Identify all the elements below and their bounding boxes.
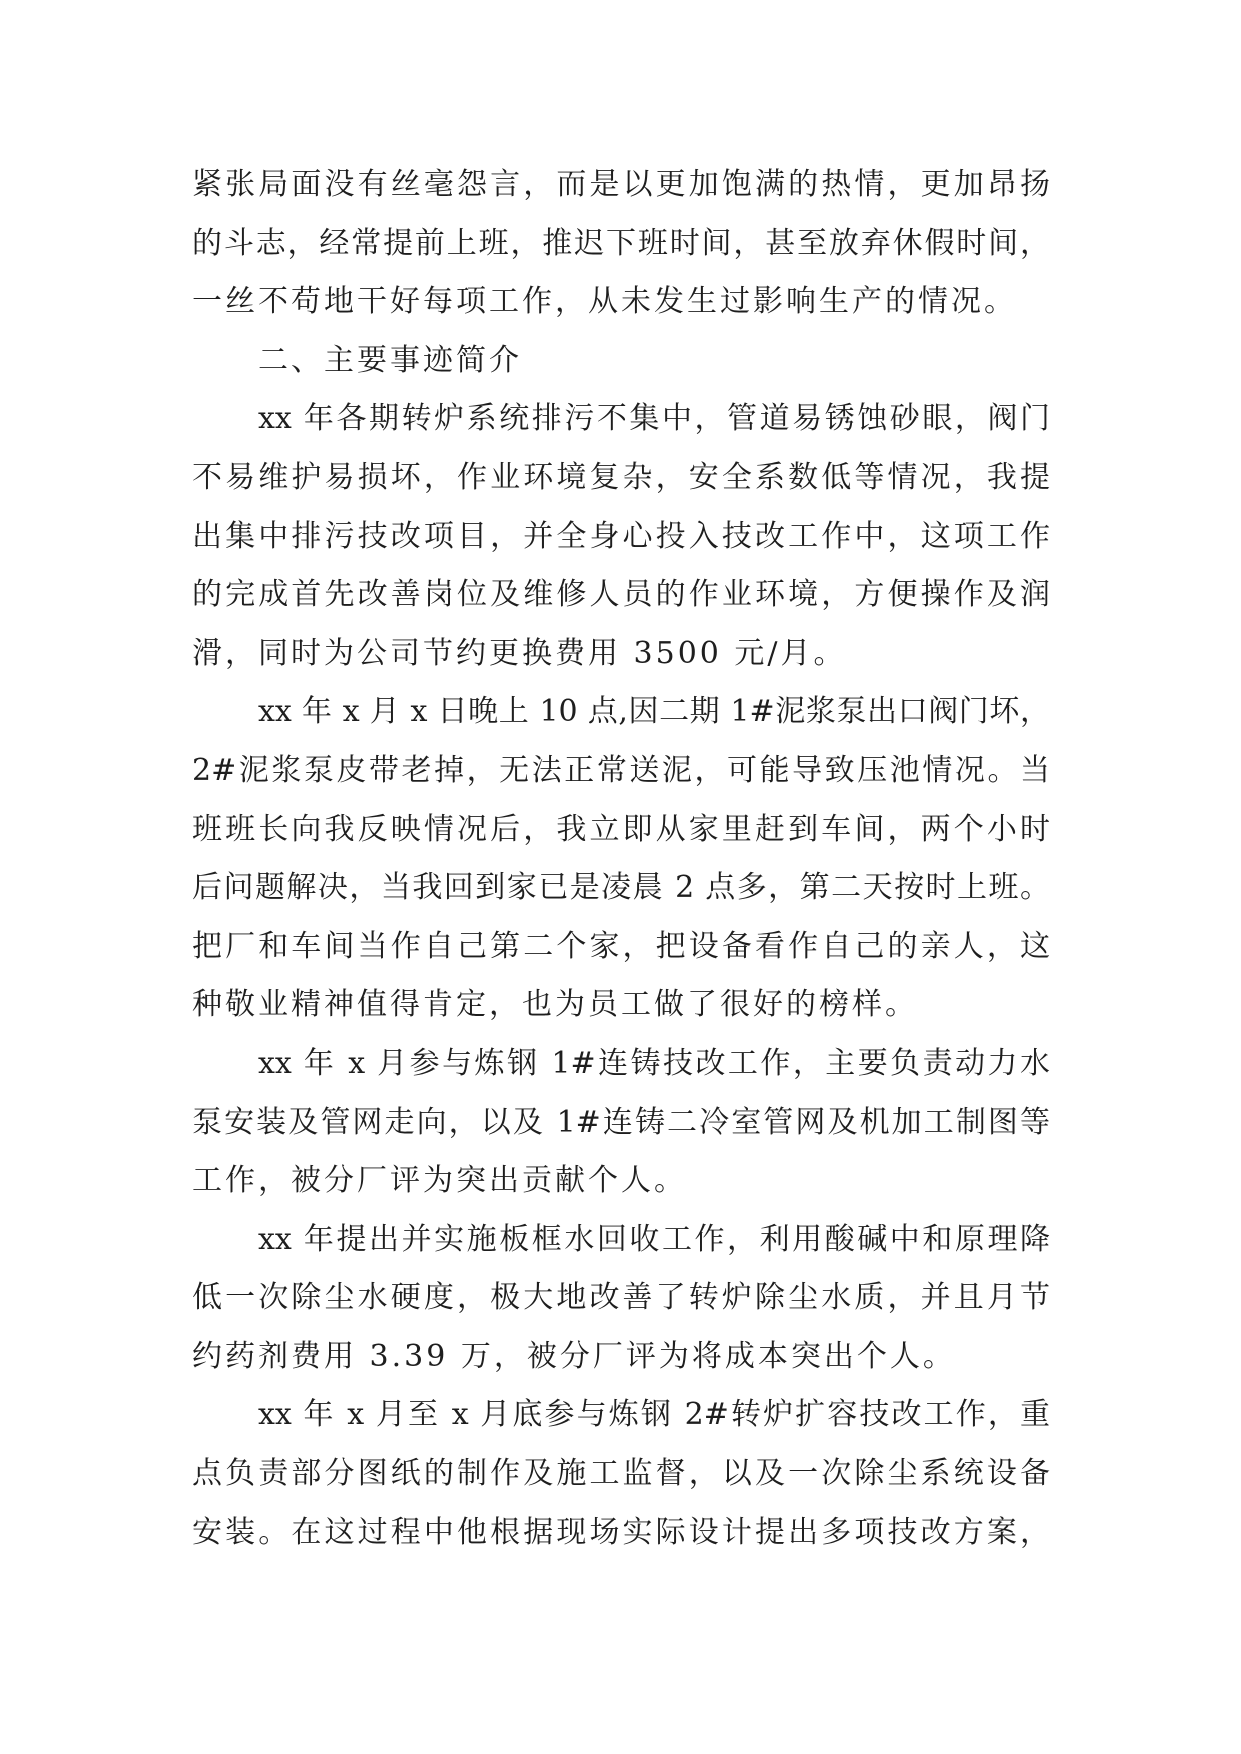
text-line: 后问题解决，当我回到家已是凌晨 2 点多，第二天按时上班。 — [192, 870, 1050, 906]
section-heading: 二、主要事迹简介 — [258, 342, 522, 378]
paragraph — [192, 1386, 1050, 1562]
text-line: 点负责部分图纸的制作及施工监督，以及一次除尘系统设备 — [192, 1456, 1050, 1492]
text-line: 滑，同时为公司节约更换费用 3500 元/月。 — [192, 635, 847, 671]
paragraph — [192, 390, 1050, 683]
text-line: 种敬业精神值得肯定，也为员工做了很好的榜样。 — [192, 987, 918, 1023]
text-line: xx 年 x 月至 x 月底参与炼钢 2#转炉扩容技改工作，重 — [258, 1397, 1050, 1433]
text-line: 一丝不苟地干好每项工作，从未发生过影响生产的情况。 — [192, 284, 1017, 320]
paragraph — [192, 683, 1050, 1035]
text-line: 的完成首先改善岗位及维修人员的作业环境，方便操作及润 — [192, 577, 1050, 613]
text-line: xx 年 x 月 x 日晚上 10 点,因二期 1#泥浆泵出口阀门坏， — [258, 694, 1050, 730]
text-line: 出集中排污技改项目，并全身心投入技改工作中，这项工作 — [192, 518, 1050, 554]
document-page — [192, 156, 1050, 1562]
text-line: 班班长向我反映情况后，我立即从家里赶到车间，两个小时 — [192, 811, 1050, 847]
text-line: 不易维护易损坏，作业环境复杂，安全系数低等情况，我提 — [192, 459, 1050, 495]
paragraph — [192, 1211, 1050, 1387]
text-line: 低一次除尘水硬度，极大地改善了转炉除尘水质，并且月节 — [192, 1280, 1050, 1316]
text-line: xx 年提出并实施板框水回收工作，利用酸碱中和原理降 — [258, 1221, 1050, 1257]
text-line: 2#泥浆泵皮带老掉，无法正常送泥，可能导致压池情况。当 — [192, 752, 1050, 788]
text-line: 工作，被分厂评为突出贡献个人。 — [192, 1163, 687, 1199]
paragraph — [192, 156, 1050, 332]
text-line: 紧张局面没有丝毫怨言，而是以更加饱满的热情，更加昂扬 — [192, 167, 1050, 202]
text-line: xx 年各期转炉系统排污不集中，管道易锈蚀砂眼，阀门 — [258, 401, 1050, 437]
text-line: 泵安装及管网走向，以及 1#连铸二冷室管网及机加工制图等 — [192, 1104, 1050, 1140]
text-line: 的斗志，经常提前上班，推迟下班时间，甚至放弃休假时间， — [192, 225, 1050, 261]
paragraph — [192, 1035, 1050, 1211]
text-line: 安装。在这过程中他根据现场实际设计提出多项技改方案， — [192, 1514, 1050, 1550]
text-line: 把厂和车间当作自己第二个家，把设备看作自己的亲人，这 — [192, 928, 1050, 964]
text-line: 约药剂费用 3.39 万，被分厂评为将成本突出个人。 — [192, 1338, 956, 1374]
text-line: xx 年 x 月参与炼钢 1#连铸技改工作，主要负责动力水 — [258, 1045, 1050, 1081]
